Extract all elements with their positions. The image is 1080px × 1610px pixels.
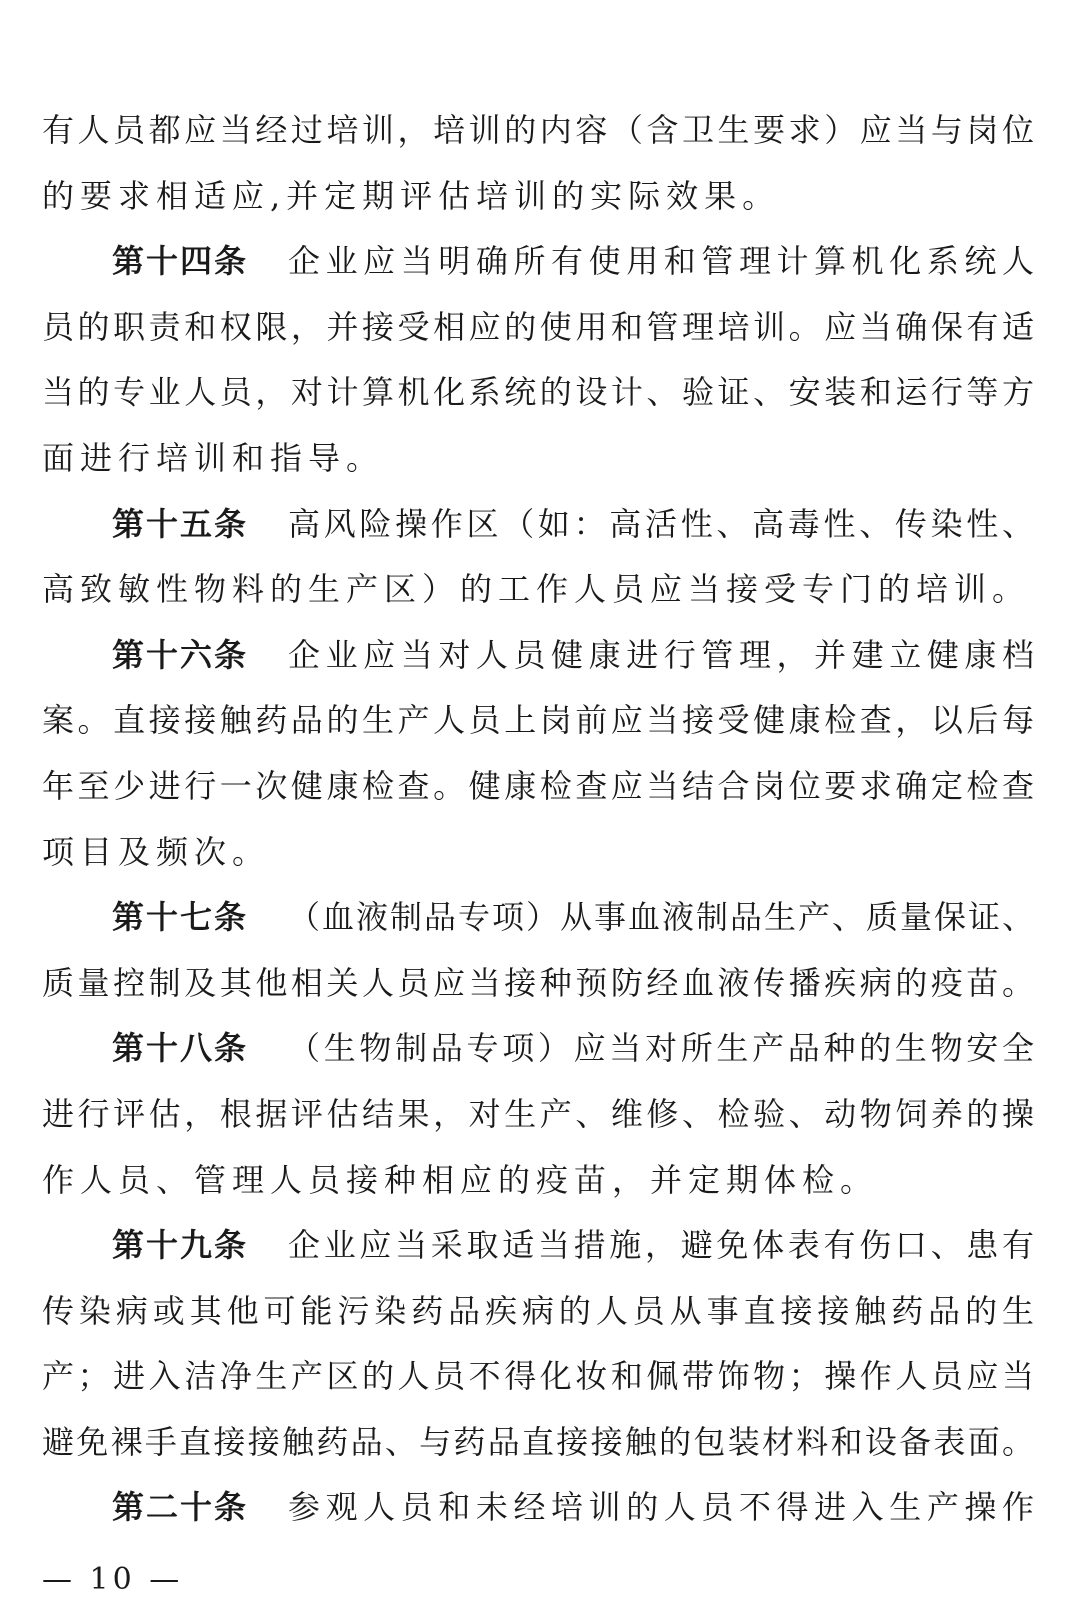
article-first-line xyxy=(42,885,1034,951)
line-text: 企业应当采取适当措施，避免体表有伤口、患有 xyxy=(288,1226,1034,1265)
line-text: 企业应当明确所有使用和管理计算机化系统人 xyxy=(288,242,1034,281)
text-line xyxy=(42,557,1034,623)
page-number: — 10 — xyxy=(42,1562,184,1597)
text-line xyxy=(42,1344,1034,1410)
article-first-line xyxy=(42,492,1034,558)
article-heading: 第十四条 xyxy=(112,242,249,281)
line-text: 当的专业人员，对计算机化系统的设计、验证、安装和运行等方 xyxy=(42,373,1034,412)
text-line xyxy=(42,1410,1034,1476)
article-first-line xyxy=(42,1213,1034,1279)
text-line xyxy=(42,360,1034,426)
text-line xyxy=(42,1279,1034,1345)
article-heading: 第十八条 xyxy=(112,1029,249,1068)
line-text: 项目及频次。 xyxy=(42,832,271,871)
text-line xyxy=(42,426,1034,492)
text-line xyxy=(42,295,1034,361)
article-first-line xyxy=(42,229,1034,295)
article-first-line xyxy=(42,1016,1034,1082)
text-line xyxy=(42,1082,1034,1148)
line-text: 质量控制及其他相关人员应当接种预防经血液传播疾病的疫苗。 xyxy=(42,963,1034,1002)
line-text: 避免裸手直接接触药品、与药品直接接触的包装材料和设备表面。 xyxy=(42,1422,1034,1461)
line-text: 有人员都应当经过培训，培训的内容（含卫生要求）应当与岗位 xyxy=(42,111,1034,149)
article-heading: 第二十条 xyxy=(112,1488,249,1527)
line-text: 的要求相适应,并定期评估培训的实际效果。 xyxy=(42,176,781,215)
text-line xyxy=(42,951,1034,1017)
text-line xyxy=(42,1148,1034,1214)
text-line xyxy=(42,688,1034,754)
text-line xyxy=(42,164,1034,230)
line-text: 员的职责和权限，并接受相应的使用和管理培训。应当确保有适 xyxy=(42,307,1034,346)
line-text: 企业应当对人员健康进行管理，并建立健康档 xyxy=(288,635,1034,674)
article-heading: 第十五条 xyxy=(112,504,249,543)
text-line xyxy=(42,754,1034,820)
line-text: 面进行培训和指导。 xyxy=(42,438,385,477)
article-first-line xyxy=(42,623,1034,689)
line-text: 高致敏性物料的生产区）的工作人员应当接受专门的培训。 xyxy=(42,570,1031,609)
line-text: 案。直接接触药品的生产人员上岗前应当接受健康检查，以后每 xyxy=(42,701,1034,740)
line-text: 产；进入洁净生产区的人员不得化妆和佩带饰物；操作人员应当 xyxy=(42,1357,1034,1396)
article-heading: 第十九条 xyxy=(112,1226,249,1265)
text-line xyxy=(42,820,1034,886)
article-heading: 第十七条 xyxy=(112,898,249,937)
line-text: 高风险操作区（如：高活性、高毒性、传染性、 xyxy=(288,504,1034,543)
article-heading: 第十六条 xyxy=(112,635,249,674)
line-text: （生物制品专项）应当对所生产品种的生物安全 xyxy=(288,1029,1034,1068)
line-text: （血液制品专项）从事血液制品生产、质量保证、 xyxy=(288,898,1034,937)
line-text: 参观人员和未经培训的人员不得进入生产操作 xyxy=(288,1488,1034,1527)
line-text: 作人员、管理人员接种相应的疫苗，并定期体检。 xyxy=(42,1160,879,1199)
text-line xyxy=(42,98,1034,164)
line-text: 进行评估，根据评估结果，对生产、维修、检验、动物饲养的操 xyxy=(42,1094,1034,1133)
article-first-line xyxy=(42,1475,1034,1541)
line-text: 年至少进行一次健康检查。健康检查应当结合岗位要求确定检查 xyxy=(42,766,1034,805)
regulation-text-body xyxy=(42,98,1034,1541)
line-text: 传染病或其他可能污染药品疾病的人员从事直接接触药品的生 xyxy=(42,1291,1034,1330)
